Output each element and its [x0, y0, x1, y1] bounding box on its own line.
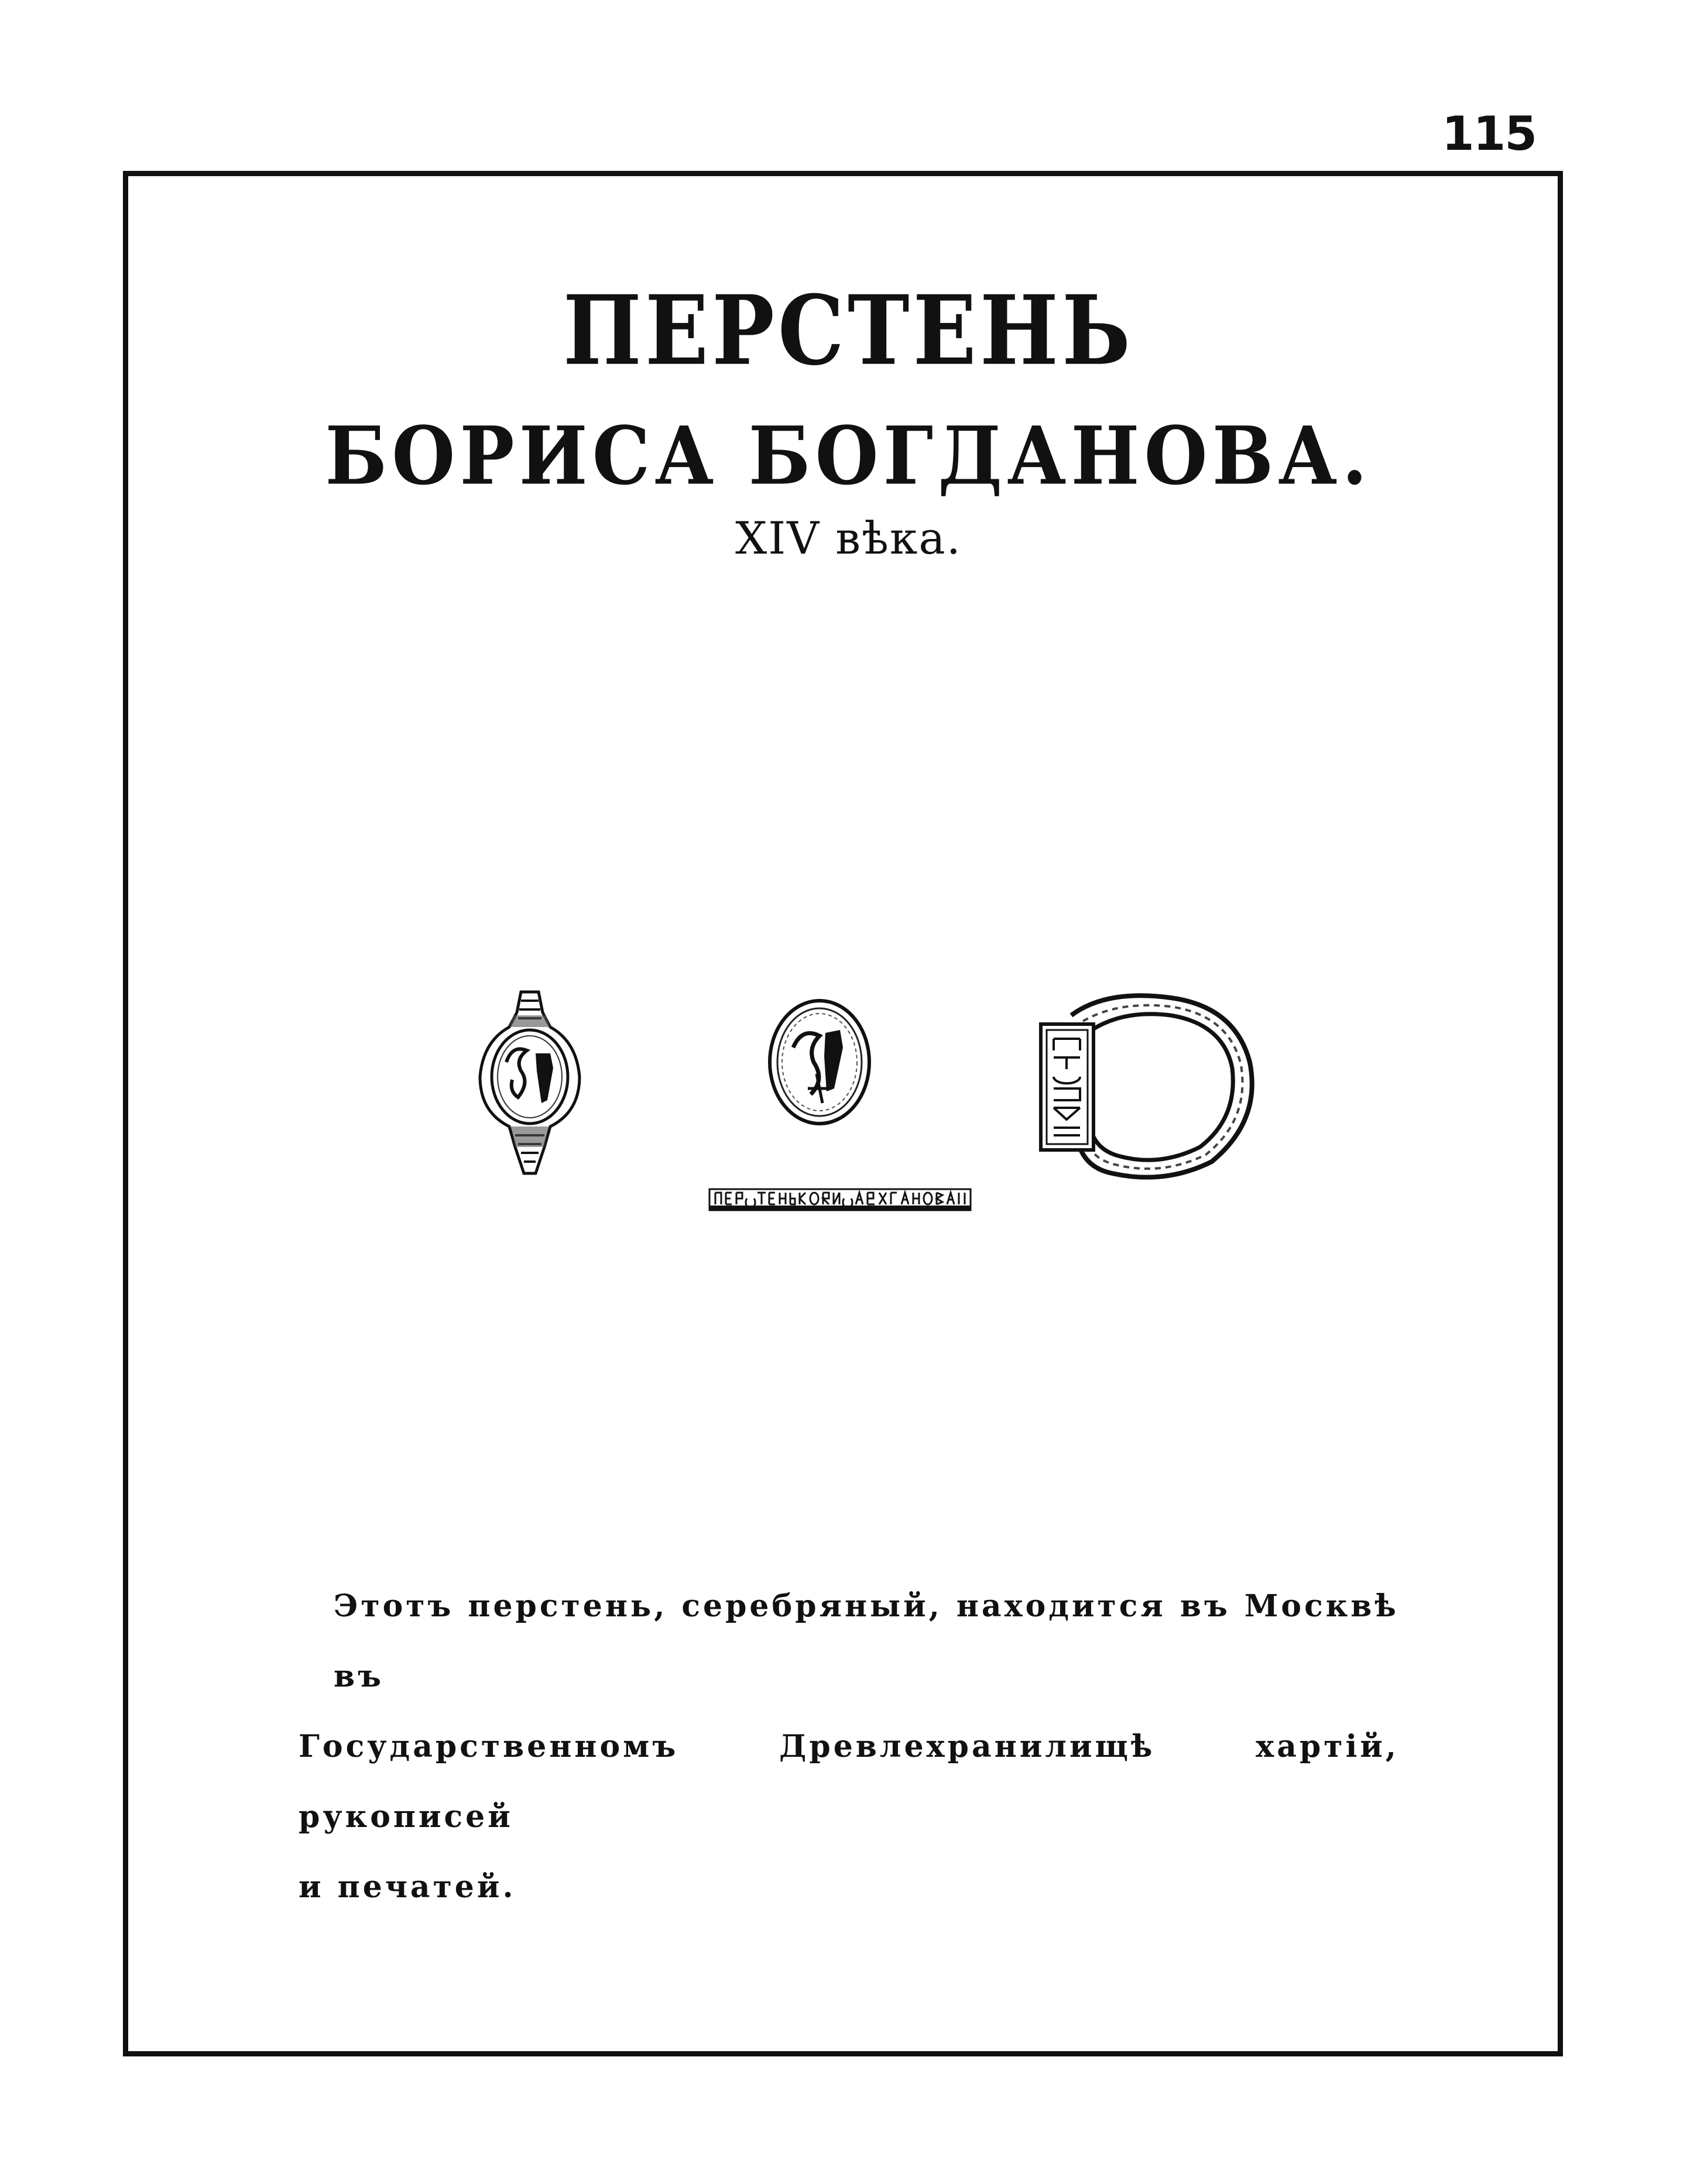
page-number: 115	[1442, 107, 1536, 161]
description-line-3: и печатей.	[299, 1869, 516, 1905]
ring-side-view-icon	[1036, 992, 1259, 1185]
title-line-3: XIV вѣка.	[735, 512, 962, 564]
description-line-1: Этотъ перстень, серебряный, находится въ Москвѣ въ	[334, 1588, 1399, 1694]
description-line-2: Государственномъ Древлехранилищѣ хартій, рукописей	[299, 1729, 1399, 1835]
description-text	[299, 1571, 1399, 1922]
band-inscription-icon	[708, 1188, 972, 1211]
title-line-1: ПЕРСТЕНЬ	[563, 275, 1134, 387]
ring-front-view-icon	[471, 989, 588, 1176]
title-line-2: БОРИСА БОГДАНОВА.	[325, 410, 1372, 503]
seal-impression-icon	[761, 992, 878, 1132]
ring-illustrations	[0, 983, 1697, 1229]
